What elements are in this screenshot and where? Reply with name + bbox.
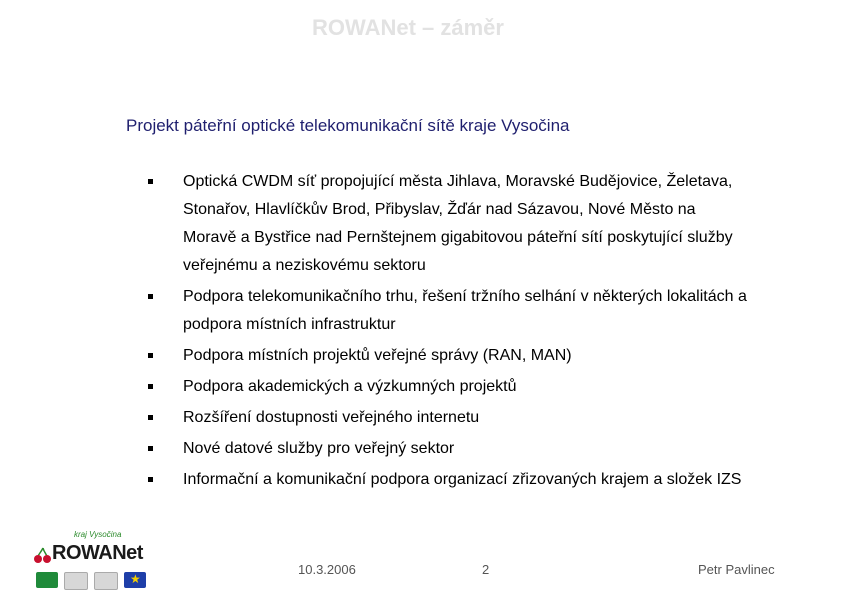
partner-logo-icon — [36, 572, 58, 588]
bullet-item — [148, 342, 748, 370]
bullet-item — [148, 283, 748, 339]
bullet-text: Podpora telekomunikačního trhu, řešení tržního selhání v některých lokalitách a podpora místních infrastruktur — [183, 288, 747, 333]
bullet-item — [148, 168, 748, 280]
bullet-marker-icon — [148, 294, 153, 299]
slide-title: ROWANet – záměr — [312, 15, 504, 40]
cherry-icon — [34, 546, 52, 564]
bullet-text: Podpora akademických a výzkumných projektů — [183, 378, 517, 395]
footer-date: 10.3.2006 — [298, 562, 356, 577]
bullet-marker-icon — [148, 384, 153, 389]
bullet-text: Rozšíření dostupnosti veřejného internetu — [183, 409, 480, 426]
logo-region-text: kraj Vysočina — [74, 530, 122, 539]
eu-flag-icon — [124, 572, 146, 588]
partner-logo-icon — [94, 572, 118, 590]
slide-subtitle: Projekt páteřní optické telekomunikační sítě kraje Vysočina — [126, 116, 570, 135]
bullet-text: Nové datové služby pro veřejný sektor — [183, 440, 455, 457]
bullet-text: Optická CWDM síť propojující města Jihlava, Moravské Budějovice, Želetava, Stonařov, Hlavlíčkův Brod, Přibyslav, Žďár nad Sázavou, Nové Město na Moravě a Bystřice nad Pernštejnem gigabitovou páteřní sítí poskytující služby veřejnému a neziskovému sektoru — [183, 173, 733, 274]
footer-page-number: 2 — [482, 562, 490, 577]
partner-badges — [36, 572, 146, 590]
bullet-marker-icon — [148, 446, 153, 451]
bullet-marker-icon — [148, 477, 153, 482]
bullet-item — [148, 404, 748, 432]
bullet-item — [148, 466, 748, 494]
footer-author: Petr Pavlinec — [698, 562, 775, 577]
bullet-item — [148, 373, 748, 401]
logo-main-text: ROWANet — [52, 542, 143, 564]
bullet-list — [148, 168, 748, 497]
bullet-marker-icon — [148, 353, 153, 358]
rowanet-logo — [34, 530, 146, 592]
bullet-marker-icon — [148, 415, 153, 420]
bullet-item — [148, 435, 748, 463]
bullet-marker-icon — [148, 179, 153, 184]
bullet-text: Informační a komunikační podpora organizací zřizovaných krajem a složek IZS — [183, 471, 742, 488]
bullet-text: Podpora místních projektů veřejné správy (RAN, MAN) — [183, 347, 572, 364]
partner-logo-icon — [64, 572, 88, 590]
